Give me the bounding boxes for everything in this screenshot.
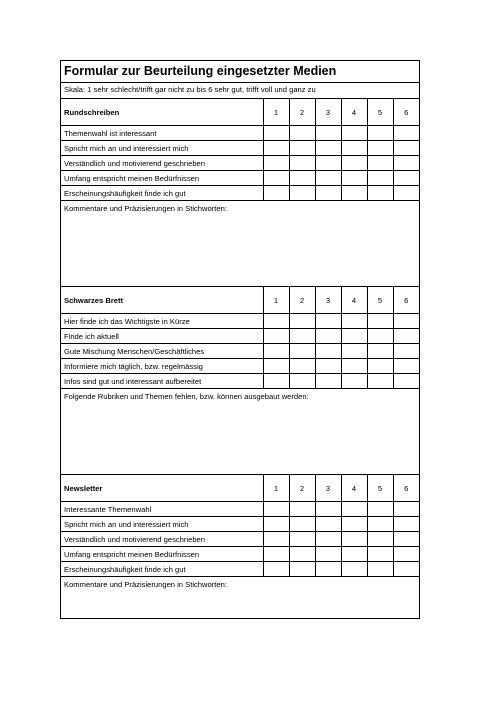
- scale-header: 3: [315, 99, 341, 126]
- rating-item-label: Umfang entspricht meinen Bedürfnissen: [61, 171, 263, 186]
- rating-table-newsletter: [61, 475, 419, 577]
- rating-cell[interactable]: [341, 171, 367, 186]
- rating-cell[interactable]: [289, 156, 315, 171]
- rating-cell[interactable]: [289, 547, 315, 562]
- rating-cell[interactable]: [315, 532, 341, 547]
- rating-cell[interactable]: [393, 156, 419, 171]
- rating-cell[interactable]: [393, 314, 419, 329]
- section-title: Rundschreiben: [61, 99, 263, 126]
- rating-cell[interactable]: [263, 186, 289, 201]
- rating-cell[interactable]: [289, 186, 315, 201]
- rating-row: [61, 517, 419, 532]
- rating-cell[interactable]: [341, 126, 367, 141]
- scale-header: 1: [263, 287, 289, 314]
- rating-cell[interactable]: [341, 329, 367, 344]
- rating-cell[interactable]: [393, 186, 419, 201]
- rating-item-label: Informiere mich täglich, bzw. regelmässig: [61, 359, 263, 374]
- rating-cell[interactable]: [393, 374, 419, 389]
- rating-cell[interactable]: [263, 329, 289, 344]
- rating-row: [61, 344, 419, 359]
- rating-cell[interactable]: [341, 359, 367, 374]
- scale-description: Skala: 1 sehr schlecht/trifft gar nicht zu bis 6 sehr gut, trifft voll und ganz zu: [61, 83, 419, 99]
- scale-header: 5: [367, 475, 393, 502]
- rating-cell[interactable]: [367, 141, 393, 156]
- rating-cell[interactable]: [263, 344, 289, 359]
- rating-cell[interactable]: [367, 517, 393, 532]
- scale-header: 6: [393, 99, 419, 126]
- scale-header: 2: [289, 475, 315, 502]
- rating-cell[interactable]: [341, 141, 367, 156]
- rating-row: [61, 562, 419, 577]
- rating-cell[interactable]: [393, 141, 419, 156]
- rating-row: [61, 186, 419, 201]
- rating-item-label: Verständlich und motivierend geschrieben: [61, 532, 263, 547]
- scale-header: 3: [315, 475, 341, 502]
- rating-row: [61, 359, 419, 374]
- rating-header-row: [61, 99, 419, 126]
- rating-cell[interactable]: [341, 314, 367, 329]
- rating-cell[interactable]: [367, 314, 393, 329]
- rating-cell[interactable]: [367, 186, 393, 201]
- rating-cell[interactable]: [289, 329, 315, 344]
- rating-cell[interactable]: [341, 562, 367, 577]
- rating-cell[interactable]: [367, 374, 393, 389]
- scale-header: 5: [367, 99, 393, 126]
- scale-header: 6: [393, 287, 419, 314]
- rating-cell[interactable]: [341, 186, 367, 201]
- rating-cell[interactable]: [341, 344, 367, 359]
- rating-cell[interactable]: [367, 171, 393, 186]
- rating-header-row: [61, 287, 419, 314]
- rating-cell[interactable]: [289, 517, 315, 532]
- rating-cell[interactable]: [315, 186, 341, 201]
- rating-item-label: Spricht mich an und interessiert mich: [61, 517, 263, 532]
- rating-cell[interactable]: [341, 502, 367, 517]
- rating-cell[interactable]: [263, 359, 289, 374]
- rating-cell[interactable]: [341, 156, 367, 171]
- rating-cell[interactable]: [289, 126, 315, 141]
- rating-cell[interactable]: [393, 126, 419, 141]
- rating-row: [61, 171, 419, 186]
- rating-cell[interactable]: [263, 374, 289, 389]
- section-title: Newsletter: [61, 475, 263, 502]
- form-title: Formular zur Beurteilung eingesetzter Medien: [61, 61, 419, 83]
- rating-row: [61, 126, 419, 141]
- rating-cell[interactable]: [315, 344, 341, 359]
- rating-cell[interactable]: [393, 517, 419, 532]
- rating-cell[interactable]: [289, 359, 315, 374]
- rating-cell[interactable]: [341, 517, 367, 532]
- rating-cell[interactable]: [315, 374, 341, 389]
- rating-cell[interactable]: [315, 314, 341, 329]
- rating-cell[interactable]: [393, 344, 419, 359]
- rating-cell[interactable]: [263, 314, 289, 329]
- scale-header: 2: [289, 99, 315, 126]
- rating-cell[interactable]: [263, 126, 289, 141]
- rating-cell[interactable]: [367, 329, 393, 344]
- rating-cell[interactable]: [393, 171, 419, 186]
- rating-cell[interactable]: [289, 141, 315, 156]
- scale-header: 4: [341, 287, 367, 314]
- comment-label: Folgende Rubriken und Themen fehlen, bzw. können ausgebaut werden:: [64, 392, 309, 401]
- rating-cell[interactable]: [289, 374, 315, 389]
- rating-item-label: Gute Mischung Menschen/Geschäftliches: [61, 344, 263, 359]
- rating-cell[interactable]: [289, 344, 315, 359]
- rating-item-label: Erscheinungshäufigkeit finde ich gut: [61, 186, 263, 201]
- scale-header: 4: [341, 475, 367, 502]
- rating-row: [61, 314, 419, 329]
- rating-cell[interactable]: [315, 517, 341, 532]
- rating-row: [61, 141, 419, 156]
- rating-cell[interactable]: [315, 329, 341, 344]
- rating-cell[interactable]: [263, 156, 289, 171]
- rating-cell[interactable]: [263, 532, 289, 547]
- rating-item-label: Verständlich und motivierend geschrieben: [61, 156, 263, 171]
- scale-header: 6: [393, 475, 419, 502]
- comment-label: Kommentare und Präzisierungen in Stichworten:: [64, 204, 227, 213]
- rating-cell[interactable]: [263, 562, 289, 577]
- rating-row: [61, 156, 419, 171]
- rating-cell[interactable]: [263, 141, 289, 156]
- rating-cell[interactable]: [289, 532, 315, 547]
- rating-cell[interactable]: [367, 359, 393, 374]
- rating-cell[interactable]: [263, 502, 289, 517]
- rating-item-label: Interessante Themenwahl: [61, 502, 263, 517]
- scale-header: 1: [263, 99, 289, 126]
- rating-cell[interactable]: [393, 329, 419, 344]
- rating-cell[interactable]: [289, 314, 315, 329]
- rating-cell[interactable]: [315, 126, 341, 141]
- rating-cell[interactable]: [367, 344, 393, 359]
- rating-cell[interactable]: [315, 562, 341, 577]
- rating-cell[interactable]: [367, 502, 393, 517]
- scale-header: 4: [341, 99, 367, 126]
- rating-cell[interactable]: [341, 532, 367, 547]
- evaluation-form: [60, 60, 420, 619]
- rating-cell[interactable]: [367, 562, 393, 577]
- scale-header: 3: [315, 287, 341, 314]
- comment-field[interactable]: [61, 201, 419, 287]
- rating-row: [61, 532, 419, 547]
- rating-cell[interactable]: [367, 156, 393, 171]
- comment-label: Kommentare und Präzisierungen in Stichworten:: [64, 580, 227, 589]
- rating-table-rundschreiben: [61, 99, 419, 201]
- comment-field[interactable]: [61, 577, 419, 663]
- rating-header-row: [61, 475, 419, 502]
- rating-cell[interactable]: [289, 562, 315, 577]
- rating-item-label: Umfang entspricht meinen Bedürfnissen: [61, 547, 263, 562]
- rating-cell[interactable]: [367, 126, 393, 141]
- rating-cell[interactable]: [393, 562, 419, 577]
- scale-header: 5: [367, 287, 393, 314]
- rating-table-schwarzes-brett: [61, 287, 419, 389]
- scale-header: 1: [263, 475, 289, 502]
- rating-cell[interactable]: [367, 547, 393, 562]
- rating-cell[interactable]: [367, 532, 393, 547]
- rating-item-label: Infos sind gut und interessant aufbereitet: [61, 374, 263, 389]
- rating-cell[interactable]: [263, 517, 289, 532]
- rating-row: [61, 374, 419, 389]
- rating-cell[interactable]: [393, 547, 419, 562]
- rating-cell[interactable]: [263, 547, 289, 562]
- rating-cell[interactable]: [289, 171, 315, 186]
- scale-header: 2: [289, 287, 315, 314]
- rating-cell[interactable]: [315, 547, 341, 562]
- rating-cell[interactable]: [393, 532, 419, 547]
- rating-row: [61, 502, 419, 517]
- rating-cell[interactable]: [393, 359, 419, 374]
- rating-item-label: Spricht mich an und interessiert mich: [61, 141, 263, 156]
- rating-cell[interactable]: [315, 171, 341, 186]
- rating-cell[interactable]: [315, 141, 341, 156]
- rating-cell[interactable]: [289, 502, 315, 517]
- rating-item-label: Themenwahl ist interessant: [61, 126, 263, 141]
- rating-cell[interactable]: [315, 359, 341, 374]
- section-title: Schwarzes Brett: [61, 287, 263, 314]
- comment-field[interactable]: [61, 389, 419, 475]
- rating-cell[interactable]: [341, 547, 367, 562]
- rating-cell[interactable]: [315, 502, 341, 517]
- rating-cell[interactable]: [393, 502, 419, 517]
- rating-cell[interactable]: [315, 156, 341, 171]
- rating-item-label: Erscheinungshäufigkeit finde ich gut: [61, 562, 263, 577]
- rating-item-label: Finde ich aktuell: [61, 329, 263, 344]
- rating-row: [61, 547, 419, 562]
- rating-row: [61, 329, 419, 344]
- rating-cell[interactable]: [341, 374, 367, 389]
- rating-cell[interactable]: [263, 171, 289, 186]
- rating-item-label: Hier finde ich das Wichtigste in Kürze: [61, 314, 263, 329]
